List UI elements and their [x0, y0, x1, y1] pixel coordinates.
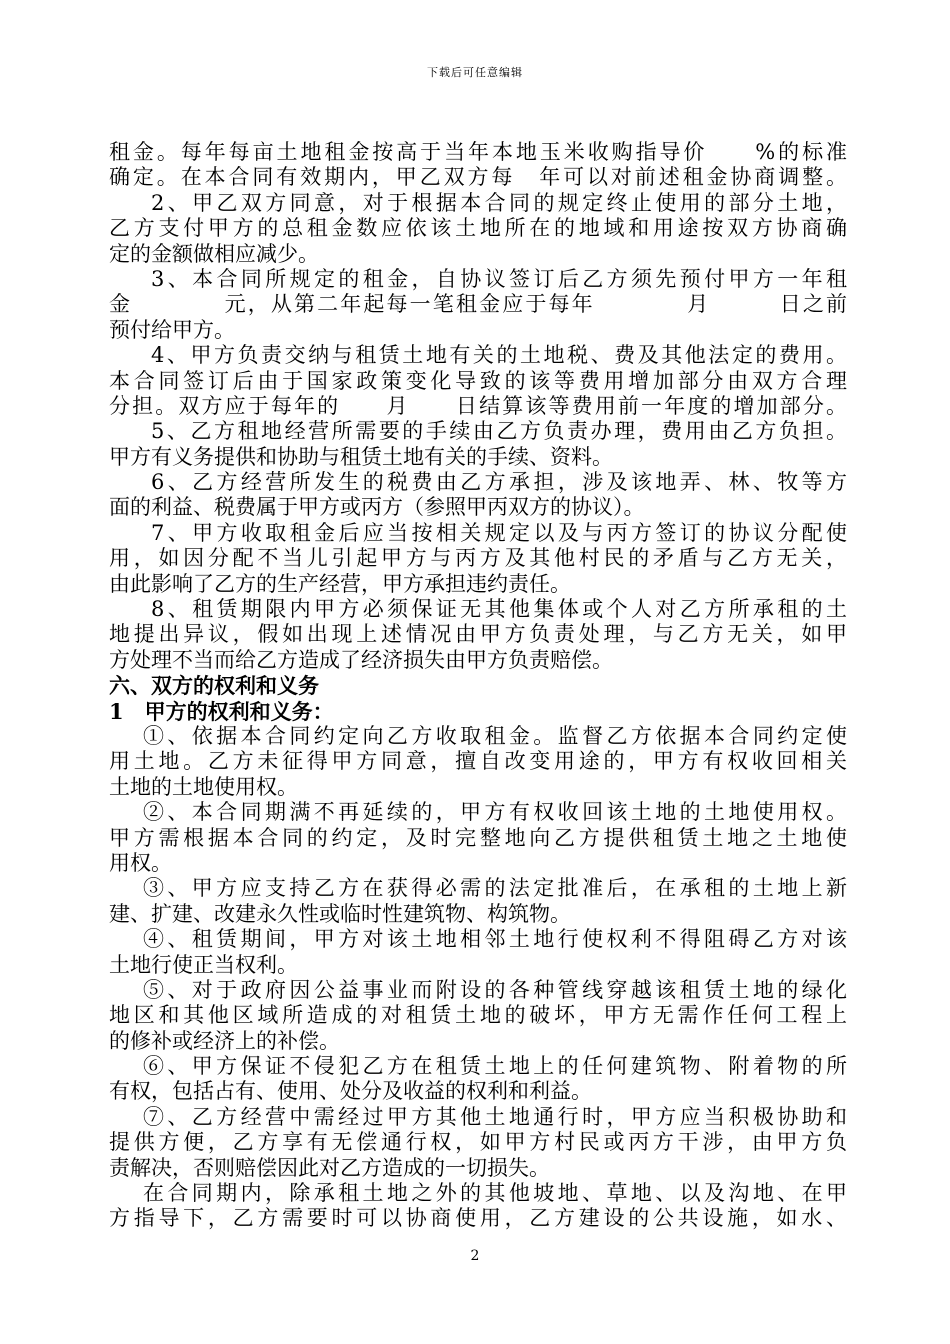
text-line: 的修补或经济上的补偿。	[109, 1028, 340, 1053]
text-line: ⑥、甲方保证不侵犯乙方在租赁土地上的任何建筑物、附着物的所	[143, 1054, 847, 1079]
text-line: 土地行使正当权利。	[109, 952, 298, 977]
document-body	[109, 140, 847, 1232]
text-line: 3、本合同所规定的租金，自协议签订后乙方须先预付甲方一年租	[151, 266, 847, 291]
text-line: 确定。在本合同有效期内，甲乙双方每 年可以对前述租金协商调整。	[109, 165, 847, 190]
text-line: 方处理不当而给乙方造成了经济损失由甲方负责赔偿。	[109, 647, 613, 672]
text-line: ④、租赁期间，甲方对该土地相邻土地行使权利不得阻碍乙方对该	[143, 927, 847, 952]
text-line: 7、甲方收取租金后应当按相关规定以及与丙方签订的协议分配使	[151, 520, 847, 545]
text-line: 6、乙方经营所发生的税费由乙方承担，涉及该地弄、林、牧等方	[151, 470, 847, 495]
text-line: ⑦、乙方经营中需经过甲方其他土地通行时，甲方应当积极协助和	[143, 1104, 847, 1129]
text-line: 预付给甲方。	[109, 317, 235, 342]
text-line: 用土地。乙方未征得甲方同意，擅自改变用途的，甲方有权收回相关	[109, 749, 847, 774]
text-line: 在合同期内，除承租土地之外的其他坡地、草地、以及沟地、在甲	[143, 1181, 847, 1206]
text-line: 有权，包括占有、使用、处分及收益的权利和利益。	[109, 1079, 592, 1104]
text-line: 方指导下，乙方需要时可以协商使用，乙方建设的公共设施，如水、	[109, 1206, 847, 1231]
text-line: 分担。双方应于每年的 月 日结算该等费用前一年度的增加部分。	[109, 393, 847, 418]
text-line: 2、甲乙双方同意，对于根据本合同的规定终止使用的部分土地，	[151, 190, 847, 215]
section-heading: 1 甲方的权利和义务：	[109, 698, 334, 724]
text-line: 地提出异议，假如出现上述情况由甲方负责处理，与乙方无关，如甲	[109, 622, 847, 647]
text-line: 8、租赁期限内甲方必须保证无其他集体或个人对乙方所承租的土	[151, 597, 847, 622]
text-line: 金 元，从第二年起每一笔租金应于每年 月 日之前	[109, 292, 847, 317]
text-line: 土地的土地使用权。	[109, 774, 298, 799]
section-heading: 六、双方的权利和义务	[109, 673, 319, 699]
text-line: 4、甲方负责交纳与租赁土地有关的土地税、费及其他法定的费用。	[151, 343, 847, 368]
text-line: 甲方有义务提供和协助与租赁土地有关的手续、资料。	[109, 444, 613, 469]
text-line: 责解决，否则赔偿因此对乙方造成的一切损失。	[109, 1155, 550, 1180]
text-line: 提供方便，乙方享有无偿通行权，如甲方村民或丙方干涉，由甲方负	[109, 1130, 847, 1155]
text-line: 面的利益、税费属于甲方或丙方（参照甲丙双方的协议）。	[109, 495, 645, 520]
text-line: 用，如因分配不当儿引起甲方与丙方及其他村民的矛盾与乙方无关，	[109, 546, 847, 571]
text-line: 建、扩建、改建永久性或临时性建筑物、构筑物。	[109, 901, 571, 926]
text-line: 乙方支付甲方的总租金数应依该土地所在的地域和用途按双方协商确	[109, 216, 847, 241]
page-header: 下载后可任意编辑	[427, 66, 523, 79]
text-line: 定的金额做相应减少。	[109, 241, 319, 266]
text-line: ②、本合同期满不再延续的，甲方有权收回该土地的土地使用权。	[143, 800, 847, 825]
text-line: 用权。	[109, 850, 172, 875]
text-line: 由此影响了乙方的生产经营，甲方承担违约责任。	[109, 571, 571, 596]
text-line: 租金。每年每亩土地租金按高于当年本地玉米收购指导价 %的标准	[109, 140, 847, 164]
text-line: ⑤、对于政府因公益事业而附设的各种管线穿越该租赁土地的绿化	[143, 977, 847, 1002]
text-line: 5、乙方租地经营所需要的手续由乙方负责办理，费用由乙方负担。	[151, 419, 847, 444]
text-line: 甲方需根据本合同的约定，及时完整地向乙方提供租赁土地之土地使	[109, 825, 847, 850]
text-line: 地区和其他区域所造成的对租赁土地的破坏，甲方无需作任何工程上	[109, 1003, 847, 1028]
text-line: 本合同签订后由于国家政策变化导致的该等费用增加部分由双方合理	[109, 368, 847, 393]
text-line: ①、依据本合同约定向乙方收取租金。监督乙方依据本合同约定使	[143, 723, 847, 748]
text-line: ③、甲方应支持乙方在获得必需的法定批准后，在承租的土地上新	[143, 876, 847, 901]
page-number: 2	[470, 1248, 480, 1264]
